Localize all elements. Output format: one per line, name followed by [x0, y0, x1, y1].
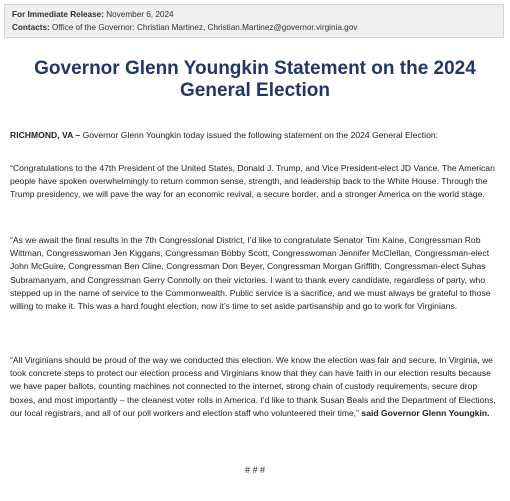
page-title: Governor Glenn Youngkin Statement on the 2024 General Election [34, 58, 476, 101]
contacts-label: Contacts: [12, 23, 50, 32]
release-info-box [4, 4, 504, 38]
release-date-line [12, 8, 496, 21]
statement-paragraph-2: “As we await the final results in the 7th Congressional District, I’d like to congratulate Senator Tim Kaine, Congressman Rob Wittman, Congresswoman Jen Kiggans, Congressman Bobby Scott, Congresswoman Jennifer McClellan, Congressman-elect John McGuire, Congressman Ben Cline, Congressman Don Beyer, Congressman Morgan Griffith, Congressman-elect Suhas Subramanyam, and Congressman Gerry Connolly on their victories. I want to thank every candidate, regardless of party, who stepped up in the name of service to the Commonwealth. Public service is a sacrifice, and we must always be grateful to those willing to make it. This was a hard fought election, now it’s time to set aside partisanship and go to work for Virginians. [10, 235, 491, 312]
contacts-line [12, 21, 496, 34]
release-label: For Immediate Release: [12, 10, 104, 19]
statement-paragraph-1: “Congratulations to the 47th President of the United States, Donald J. Trump, and Vice President-elect JD Vance. The American people have spoken overwhelmingly to return common sense, strength, and leadership back to the White House. Through the Trump presidency, we will pave the way for an economic revival, a secure border, and a stronger America on the world stage. [10, 163, 495, 200]
end-mark: # # # [244, 465, 266, 475]
attribution: said Governor Glenn Youngkin. [359, 407, 490, 418]
lead-paragraph [10, 129, 498, 142]
lead-text: Governor Glenn Youngkin today issued the following statement on the 2024 General Election: [80, 130, 439, 140]
dateline: RICHMOND, VA – [10, 130, 81, 140]
statement-paragraph-3 [10, 354, 498, 420]
contacts-text: Office of the Governor: Christian Martinez, Christian.Martinez@governor.virginia.gov [52, 23, 358, 32]
statement-paragraph-3-text: “All Virginians should be proud of the way we conducted this election. We know the election was fair and secure. In Virginia, we took concrete steps to protect our election process and Virginians know that they can have faith in our election results because we have paper ballots, counting machines not connected to the internet, strong chain of custody requirements, secure drop boxes, and most importantly – the cleanest voter rolls in America. I’d like to thank Susan Beals and the Department of Elections, our local registrars, and all of our poll workers and election staff who volunteered their time,” [10, 355, 496, 418]
release-date: November 6, 2024 [106, 10, 174, 19]
